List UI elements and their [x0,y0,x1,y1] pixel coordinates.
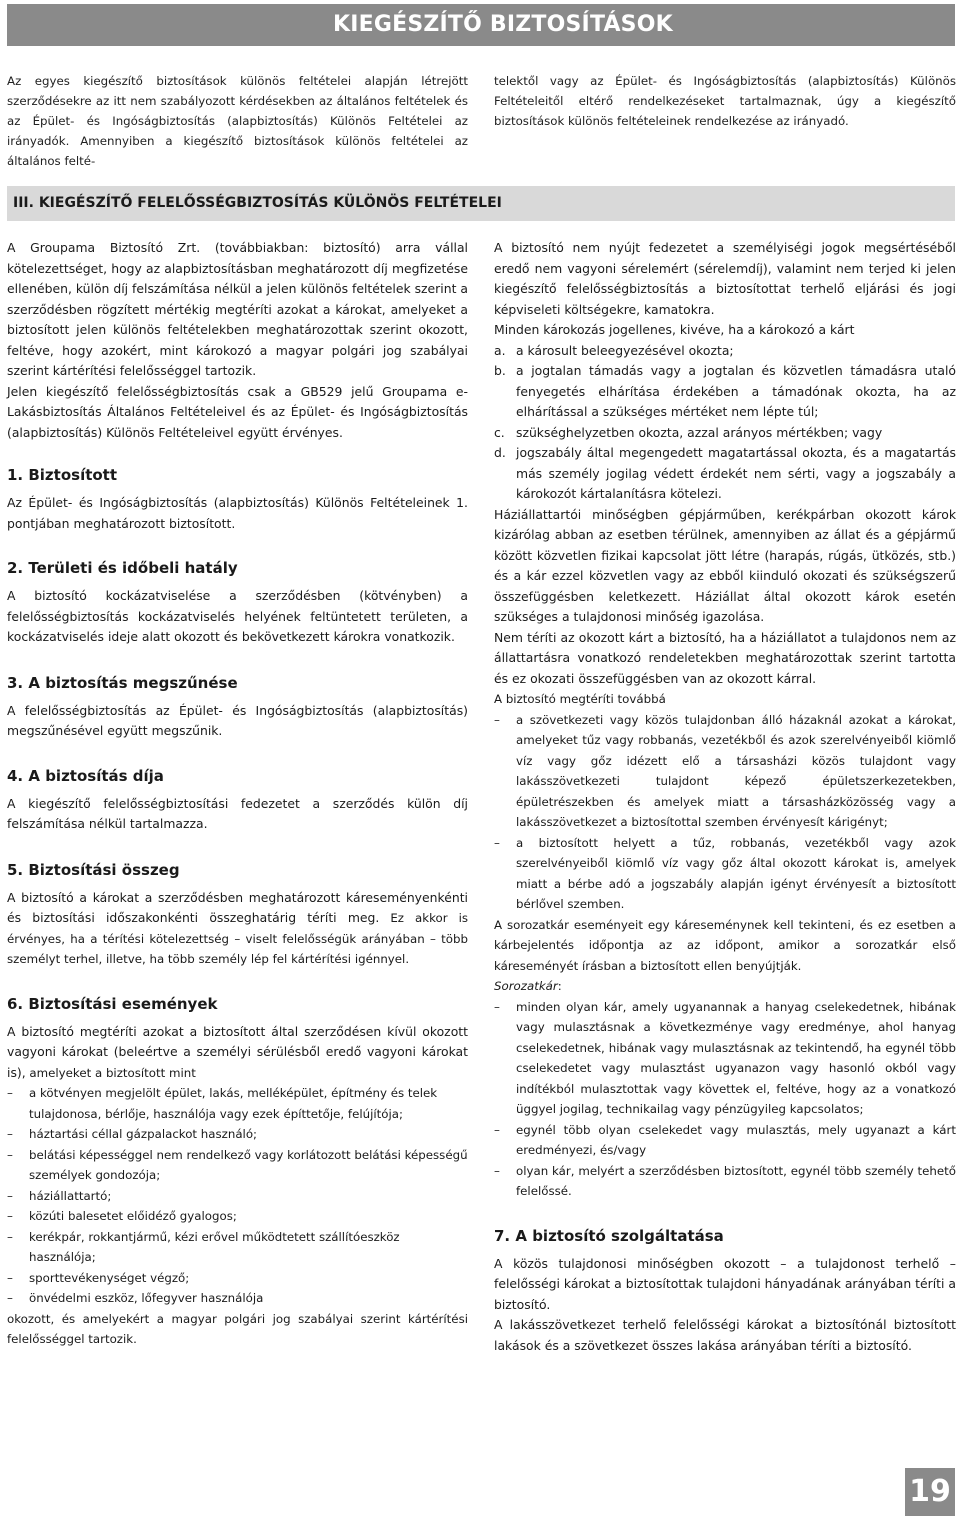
list-item: – olyan kár, melyért a szerződésben biztosított, egynél több személy tehető felelőssé. [494,1161,956,1202]
list-item: – a szövetkezeti vagy közös tulajdonban álló házaknál azokat a károkat, amelyeket tűz vagy robbanás, vezetékből és azok szerelvényeiből kiömlő víz vagy gőz idézett elő a társasházi közös tulajdont vagy lakásszövetkezeti tulajdont képező épületszerkezetekben, épületrészekben és amelyek miatt a társasházközösség vagy a lakásszövetkezet a biztosítottal szemben érvényesít kárigényt; [494,710,956,833]
list-marker: a. [494,342,506,358]
section-bar [7,186,955,221]
list-item: – önvédelmi eszköz, lőfegyver használója [7,1288,468,1309]
section-7-text-2: A lakásszövetkezet terhelő felelősségi károkat a biztosítónál biztosított lakások és a szövetkezet összes lakása arányában téríti a biztosító. [494,1317,956,1353]
section-1-text: Az Épület- és Ingóságbiztosítás (alapbiztosítás) Különös Feltételeinek 1. pontjában meghatározott biztosított. [7,495,468,531]
list-item [494,361,956,423]
list-item: – a kötvényen megjelölt épület, lakás, melléképület, építmény és telek tulajdonosa, bérlője, használója vagy ezek építtetője, felújítója; [7,1083,468,1124]
list-item: – minden olyan kár, amely ugyanannak a hanyag cselekedetnek, hibának vagy mulasztásnak a következménye vagy eredménye, ahol hanyag cselekedetnek, hibának vagy mulasztásnak az tekintendő, ha egynél több cselekedetet vagy mulasztást ugyanazon vagy hasonló okból vagy indítékból mulasztottak vagy követtek el, feltéve, hogy az a vonatkozó üggyel jogilag, technikailag vagy pénzügyileg kapcsolatos; [494,997,956,1120]
series-damage-colon: : [557,979,562,993]
insured-roles-list [7,1083,468,1309]
section-7-text-1: A közös tulajdonosi minőségben okozott – a tulajdonost terhelő – felelősségi károkat a biztosítottak tulajdoni hányadának arányában téríti a biztosító. [494,1255,956,1312]
intro-right-text: telektől vagy az Épület- és Ingóságbiztosítás (alapbiztosítás) Különös Feltételeitől eltérő rendelkezéseket tartalmaznak, úgy a kiegészítő biztosítások különös feltételeinek rendelkezése az irányadó. [494,74,956,128]
list-item: – sporttevékenységet végző; [7,1268,468,1289]
section-4-title: 4. A biztosítás díja [7,766,164,785]
section-5-title: 5. Biztosítási összeg [7,860,180,879]
list-item-text: szükséghelyzetben okozta, azzal arányos mértékben; vagy [516,424,883,440]
list-item: – belátási képességgel nem rendelkező vagy korlátozott belátási képességű személyek gondozója; [7,1145,468,1186]
pet-exclusion-paragraph: Nem téríti az okozott kárt a biztosító, ha a háziállatot a tulajdonos nem az állattartásra vonatkozó rendeletekben meghatározottak szerint tartotta és ez okozati összefüggésben van az okozott kárral. [494,629,956,686]
section-5-text-note: Ez akkor is érvényes, ha a térítési kötelezettség – viselt felelősségük arányában – több személyt terhel, illetve, ha több személy lép fel kártérítési igénnyel. [7,911,468,966]
list-marker: d. [494,445,506,460]
unlawful-paragraph: Minden károkozás jogellenes, kivéve, ha a károkozó a kárt [494,322,855,337]
section-6-text-main: A biztosító megtéríti azokat a biztosított által szerződésen kívül okozott vagyoni károkat (beleértve a személyi sérülésből eredő vagyoni károkat is), [7,1023,468,1080]
intro-paragraph: A Groupama Biztosító Zrt. (továbbiakban: biztosító) arra vállal kötelezettséget, hogy az alapbiztosításban meghatározott díj megfizetése ellenében, külön díj felszámítása nélkül a jelen különös feltételek szerint a szerződésben rögzített mértékig megtéríti azokat a károkat, amelyeket a biztosított jelen különös feltételekben meghatározottak szerint okozott, feltéve, hogy azokért, mint károkozó a magyar polgári jog szabályai szerint kártérítési felelősséggel tartozik. [7,240,468,378]
pet-damage-paragraph: Háziállattartói minőségben gépjárműben, kerékpárban okozott károk kizárólag abban az esetben térülnek, amennyiben az állat és a gépjármű között közvetlen fizikai kapcsolat jött létre (harapás, rúgás, ütközés, stb.) és a kár ezzel közvetlen vagy az ebből kiinduló okozati és szükségszerű összefüggésben keletkezett. Háziállat által okozott károk esetén szükséges a tulajdonosi minőség igazolása. [494,506,956,624]
section-5-text [7,888,468,970]
list-item [494,443,956,505]
exclusion-paragraph: A biztosító nem nyújt fedezetet a személyiségi jogok megsértéséből eredő nem vagyoni sérelemért (sérelemdíj), valamint nem terjed ki jelen kiegészítő felelősségbiztosítás a biztosítottat terhelő eljárási és jogi képviseleti költségekre, kamatokra. [494,240,956,317]
list-item: – kerékpár, rokkantjármű, kézi erővel működtetett szállítóeszköz használója; [7,1227,468,1268]
list-item: – háziállattartó; [7,1186,468,1207]
page-title: KIEGÉSZÍTŐ BIZTOSÍTÁSOK [333,12,673,37]
exceptions-list [494,341,956,505]
page-number: 19 [905,1468,955,1516]
series-damage-label [494,976,956,997]
list-item: – egynél több olyan cselekedet vagy mulasztás, mely ugyanazt a kárt eredményezi, és/vagy [494,1120,956,1161]
additional-cover-lead: A biztosító megtéríti továbbá [494,692,666,706]
section-4-text: A kiegészítő felelősségbiztosítási fedezetet a szerződés külön díj felszámítása nélkül tartalmazza. [7,795,468,831]
section-6-title: 6. Biztosítási események [7,994,218,1013]
list-item [494,423,956,444]
additional-cover-list [494,710,956,915]
intro-right [494,71,956,131]
section-2-text: A biztosító kockázatviselése a szerződésben (kötvényben) a felelősségbiztosítás kockázatviselés helyének feltüntetett területen, a kockázatviselés ideje alatt okozott és bekövetkezett károkra vonatkozik. [7,588,468,644]
intro-left [7,71,468,171]
list-item-text: jogszabály által megengedett magatartással okozta, és a magatartás más személy jogilag védett érdekét nem sérti, vagy a jogszabály a károkozót kártalanításra kötelezi. [516,445,956,501]
section-6-tail: okozott, és amelyekért a magyar polgári jog szabályai szerint kártérítési felelősséggel tartozik. [7,1311,468,1346]
left-column [7,238,468,1350]
series-damage-term: Sorozatkár [494,979,558,993]
list-item [494,341,956,362]
section-2-title: 2. Területi és időbeli hatály [7,559,238,577]
section-3-text: A felelősségbiztosítás az Épület- és Ingóságbiztosítás (alapbiztosítás) megszűnésével együtt megszűnik. [7,702,468,738]
header-bar [7,4,955,46]
list-item-text: a jogtalan támadás vagy a jogtalan és közvetlen támadásra utaló fenyegetés elhárítása érdekében a támadónak okozta, ha az elhárítással a szükséges mértéket nem lépte túl; [516,363,956,419]
validity-paragraph: Jelen kiegészítő felelősségbiztosítás csak a GB529 jelű Groupama e-Lakásbiztosítás Általános Feltételeivel és az Épület- és Ingóságbiztosítás (alapbiztosítás) Különös Feltételeivel együtt érvényes. [7,383,468,440]
list-item: – a biztosított helyett a tűz, robbanás, vezetékből vagy azok szerelvényeiből kiömlő víz vagy gőz által okozott károkat is, amelyek miatt a bérbe adó a jogszabály alapján igényt érvényesít a biztosított bérlővel szemben. [494,833,956,915]
series-damage-paragraph: A sorozatkár eseményeit egy káreseménynek kell tekinteni, és ez esetben a kárbejelentés időpontja az az időpont, amikor a sorozatkár első káreseményét írásban a biztosított ellen benyújtják. [494,917,956,973]
list-marker: b. [494,363,506,378]
intro-left-text: Az egyes kiegészítő biztosítások különös feltételei alapján létrejött szerződésekre az itt nem szabályozott kérdésekben az általános feltételek és az Épület- és Ingóságbiztosítás (alapbiztosítás) Különös Feltételei az irányadók. Amennyiben a kiegészítő biztosítások különös feltételei az általános felté- [7,74,468,168]
section-3-title: 3. A biztosítás megszűnése [7,673,238,692]
list-item-text: a károsult beleegyezésével okozta; [516,342,734,358]
section-7-title: 7. A biztosító szolgáltatása [494,1226,724,1245]
section-5-text-main: A biztosító a károkat a szerződésben meghatározott káreseményenkénti és biztosítási időszakonkénti összeghatárig téríti meg. [7,889,468,925]
series-damage-list [494,997,956,1202]
list-item: – háztartási céllal gázpalackot használó; [7,1124,468,1145]
list-item: – közúti balesetet előidéző gyalogos; [7,1206,468,1227]
right-column [494,238,956,1356]
list-marker: c. [494,424,505,440]
section-title: III. KIEGÉSZÍTŐ FELELŐSSÉGBIZTOSÍTÁS KÜLÖNÖS FELTÉTELEI [13,195,502,211]
section-1-title: 1. Biztosított [7,466,118,484]
section-6-text-lead: amelyeket a biztosított mint [25,1065,196,1080]
section-6-text [7,1022,468,1084]
